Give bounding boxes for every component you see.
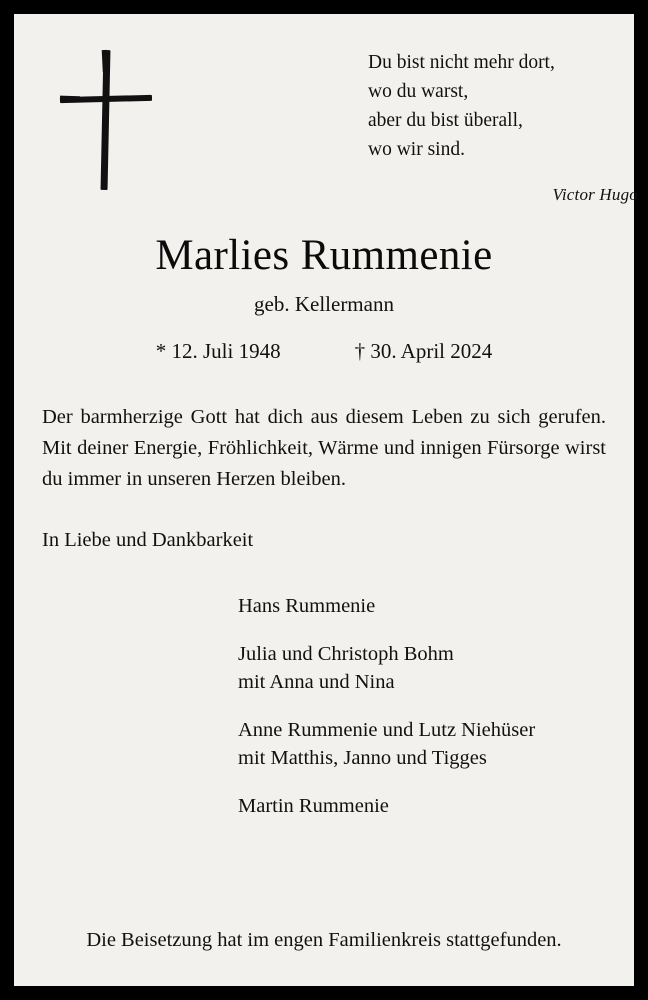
funeral-note: Die Beisetzung hat im engen Familienkreis stattgefunden.	[86, 929, 562, 951]
family-name: Hans Rummenie	[238, 595, 376, 617]
memorial-message: Der barmherzige Gott hat dich aus diesem Leben zu sich gerufen. Mit deiner Energie, Fröhlichkeit, Wärme und innigen Fürsorge wirst du immer in unseren Herzen bleiben.	[42, 406, 606, 490]
name-block	[38, 230, 610, 364]
life-dates	[38, 339, 610, 364]
family-name: Julia und Christoph Bohm	[238, 643, 454, 665]
obituary-card	[14, 14, 638, 986]
family-name: Martin Rummenie	[238, 795, 389, 817]
header-area	[38, 14, 638, 214]
quote-line-4: wo wir sind.	[368, 139, 465, 160]
list-item	[238, 716, 610, 772]
list-item	[238, 792, 610, 820]
family-list	[38, 592, 610, 820]
list-item	[238, 640, 610, 696]
quote-line-2: wo du warst,	[368, 81, 469, 102]
family-children: mit Matthis, Janno und Tigges	[238, 747, 487, 769]
deceased-name: Marlies Rummenie	[155, 232, 493, 279]
christian-cross-icon	[60, 50, 152, 190]
birth-date: * 12. Juli 1948	[155, 339, 281, 363]
quote-line-3: aber du bist überall,	[368, 110, 523, 131]
family-name: Anne Rummenie und Lutz Niehüser	[238, 719, 536, 741]
family-children: mit Anna und Nina	[238, 671, 395, 693]
quote-author: Victor Hugo	[552, 185, 638, 204]
death-date: † 30. April 2024	[354, 339, 493, 363]
quote-line-1: Du bist nicht mehr dort,	[368, 52, 555, 73]
closing-line: In Liebe und Dankbarkeit	[42, 529, 254, 551]
list-item	[238, 592, 610, 620]
quote-block	[368, 48, 638, 209]
maiden-name: geb. Kellermann	[254, 292, 394, 316]
